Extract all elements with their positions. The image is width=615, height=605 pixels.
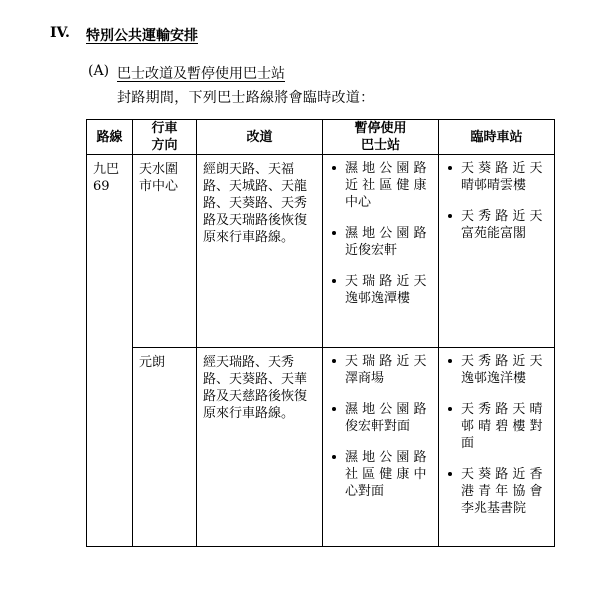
stop-line: 李兆基書院 [461, 501, 527, 516]
list-item [329, 401, 432, 435]
subsection-title: 巴士改道及暫停使用巴士站 [117, 66, 285, 82]
section-title: 特別公共運輸安排 [86, 28, 198, 44]
list-item [445, 208, 548, 242]
list-item [445, 401, 548, 452]
stop-line: 濕 地 公 園 路 [345, 161, 427, 176]
direction-cell [133, 348, 197, 547]
suspended-stops-cell [323, 155, 439, 348]
bus-diversion-table [86, 119, 555, 547]
stop-line: 天 瑞 路 近 天 [345, 274, 427, 289]
stop-line: 近俊宏軒 [345, 243, 398, 258]
temporary-stops-cell [439, 348, 555, 547]
route-cell [87, 155, 133, 547]
subsection-number: (A) [88, 63, 110, 79]
stop-line: 社 區 健 康 中 [345, 467, 427, 482]
stop-line: 天 葵 路 近 天 [461, 161, 543, 176]
stop-line: 面 [461, 436, 475, 451]
direction-line: 市中心 [139, 179, 179, 194]
suspended-stops-cell [323, 348, 439, 547]
list-item [445, 353, 548, 387]
stop-line: 邨 晴 碧 樓 對 [461, 419, 543, 434]
stop-line: 港 青 年 協 會 [461, 484, 543, 499]
list-item [329, 449, 432, 500]
stop-line: 俊宏軒對面 [345, 419, 411, 434]
stop-line: 濕 地 公 園 路 [345, 402, 427, 417]
list-item [329, 273, 432, 307]
header-suspended-line: 暫停使用 [354, 121, 407, 136]
diversion-line: 路、天城路、天龍 [203, 179, 308, 194]
header-direction [133, 120, 197, 155]
route-number: 69 [93, 179, 110, 194]
suspended-stops-list [329, 353, 432, 500]
table-header-row [87, 120, 555, 155]
header-suspended-line: 巴士站 [360, 138, 400, 153]
temporary-stops-list [445, 353, 548, 517]
direction-cell [133, 155, 197, 348]
diversion-line: 路及天瑞路後恢復 [203, 213, 308, 228]
stop-line: 晴邨晴雲樓 [461, 178, 527, 193]
stop-line: 天 葵 路 近 香 [461, 467, 543, 482]
stop-line: 天 秀 路 近 天 [461, 354, 543, 369]
diversion-line: 經朗天路、天福 [203, 162, 295, 177]
header-direction-line: 方向 [151, 138, 178, 153]
header-suspended-stops [323, 120, 439, 155]
section-number: IV. [50, 25, 70, 41]
list-item [445, 466, 548, 517]
stop-line: 濕 地 公 園 路 [345, 226, 427, 241]
route-operator: 九巴 [93, 162, 120, 177]
header-diversion: 改道 [197, 120, 323, 155]
list-item [329, 353, 432, 387]
stop-line: 中心 [345, 195, 372, 210]
direction-line: 天水圍 [139, 162, 179, 177]
stop-line: 澤商場 [345, 371, 385, 386]
list-item [445, 160, 548, 194]
diversion-cell [197, 155, 323, 348]
stop-line: 天 瑞 路 近 天 [345, 354, 427, 369]
diversion-line: 經天瑞路、天秀 [203, 355, 295, 370]
list-item [329, 160, 432, 211]
list-item [329, 225, 432, 259]
suspended-stops-list [329, 160, 432, 307]
stop-line: 心對面 [345, 484, 385, 499]
diversion-line: 路、天葵路、天秀 [203, 196, 308, 211]
direction-line: 元朗 [139, 355, 166, 370]
header-temporary-stops: 臨時車站 [439, 120, 555, 155]
diversion-line: 路及天慈路後恢復 [203, 389, 308, 404]
stop-line: 逸邨逸潭樓 [345, 291, 411, 306]
stop-line: 天 秀 路 天 晴 [461, 402, 543, 417]
temporary-stops-cell [439, 155, 555, 348]
temporary-stops-list [445, 160, 548, 242]
stop-line: 逸邨逸洋樓 [461, 371, 527, 386]
stop-line: 富苑能富閣 [461, 226, 527, 241]
header-route: 路線 [87, 120, 133, 155]
diversion-line: 原來行車路線。 [203, 406, 295, 421]
table-row [87, 348, 555, 547]
table-row [87, 155, 555, 348]
stop-line: 近 社 區 健 康 [345, 178, 427, 193]
diversion-cell [197, 348, 323, 547]
stop-line: 濕 地 公 園 路 [345, 450, 427, 465]
diversion-line: 原來行車路線。 [203, 230, 295, 245]
diversion-line: 路、天葵路、天華 [203, 372, 308, 387]
intro-text: 封路期間，下列巴士路線將會臨時改道： [117, 90, 375, 106]
header-direction-line: 行車 [151, 121, 178, 136]
stop-line: 天 秀 路 近 天 [461, 209, 543, 224]
